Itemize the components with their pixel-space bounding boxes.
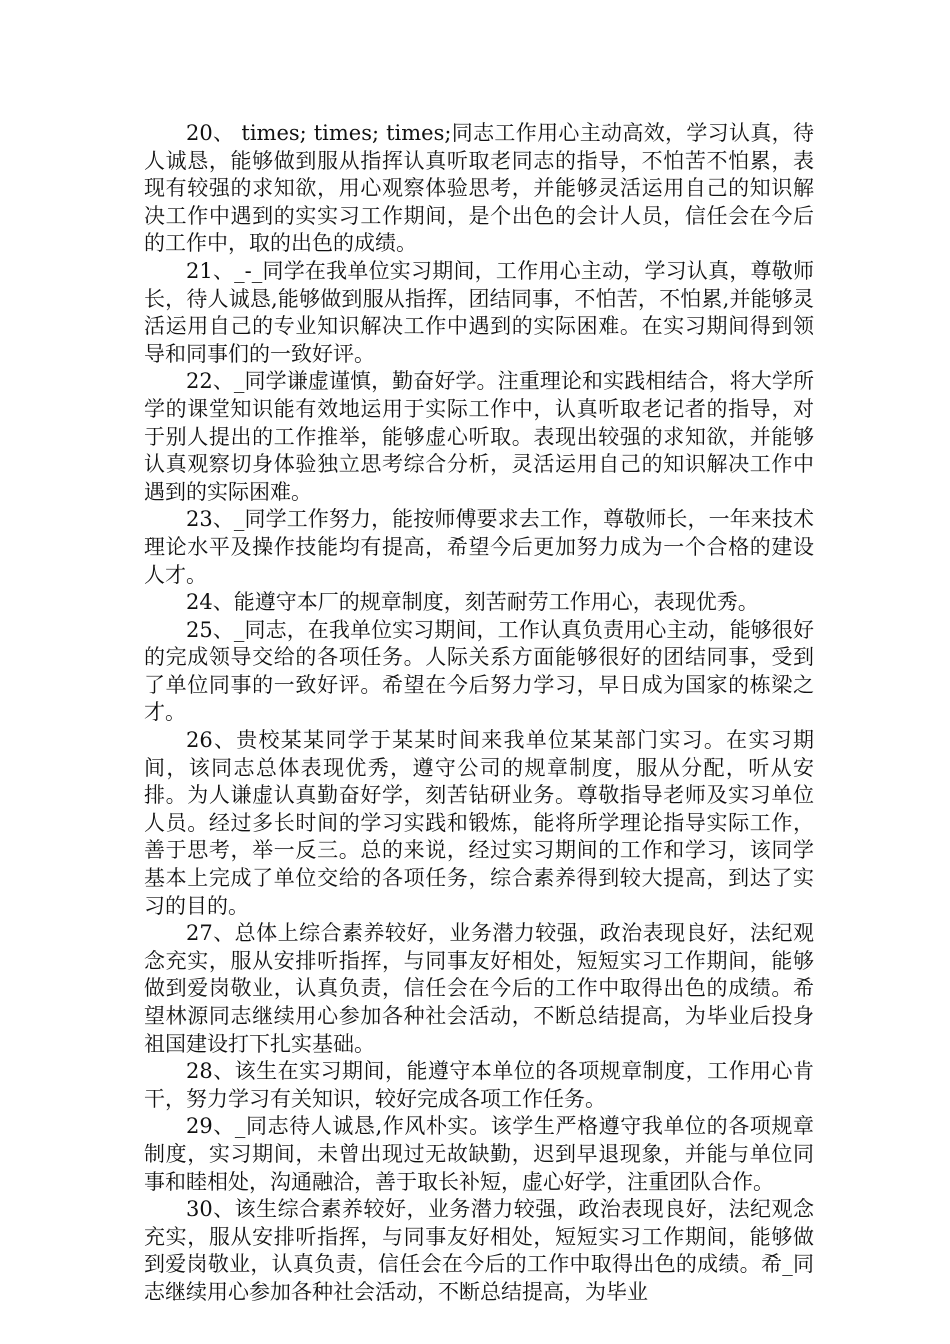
paragraph-28: 28、该生在实习期间，能遵守本单位的各项规章制度，工作用心肯干，努力学习有关知识，较好完成各项工作任务。: [144, 1059, 814, 1111]
paragraph-23: 23、_同学工作努力，能按师傅要求去工作，尊敬师长，一年来技术理论水平及操作技能均有提高，希望今后更加努力成为一个合格的建设人才。: [144, 507, 814, 587]
paragraph-20: 20、 times; times; times;同志工作用心主动高效，学习认真，待人诚恳，能够做到服从指挥认真听取老同志的指导，不怕苦不怕累，表现有较强的求知欲，用心观察体验思考，并能够灵活运用自己的知识解决工作中遇到的实实习工作期间，是个出色的会计人员，信任会在今后的工作中，取的出色的成绩。: [144, 121, 814, 256]
paragraph-22: 22、_同学谦虚谨慎，勤奋好学。注重理论和实践相结合，将大学所学的课堂知识能有效地运用于实际工作中，认真听取老记者的指导，对于别人提出的工作推举，能够虚心听取。表现出较强的求知欲，并能够认真观察切身体验独立思考综合分析，灵活运用自己的知识解决工作中遇到的实际困难。: [144, 369, 814, 504]
paragraph-21: 21、_-_同学在我单位实习期间，工作用心主动，学习认真，尊敬师长，待人诚恳,能够做到服从指挥，团结同事，不怕苦，不怕累,并能够灵活运用自己的专业知识解决工作中遇到的实际困难。在实习期间得到领导和同事们的一致好评。: [144, 258, 814, 366]
paragraph-27: 27、总体上综合素养较好，业务潜力较强，政治表现良好，法纪观念充实，服从安排听指挥，与同事友好相处，短短实习工作期间，能够做到爱岗敬业，认真负责，信任会在今后的工作中取得出色的成绩。希望林源同志继续用心参加各种社会活动，不断总结提高，为毕业后投身祖国建设打下扎实基础。: [144, 921, 814, 1056]
paragraph-30: 30、该生综合素养较好，业务潜力较强，政治表现良好，法纪观念充实，服从安排听指挥，与同事友好相处，短短实习工作期间，能够做到爱岗敬业，认真负责，信任会在今后的工作中取得出色的成绩。希_同志继续用心参加各种社会活动，不断总结提高，为毕业: [144, 1197, 814, 1304]
document-body: [144, 120, 814, 1307]
paragraph-25: 25、_同志，在我单位实习期间，工作认真负责用心主动，能够很好的完成领导交给的各项任务。人际关系方面能够很好的团结同事，受到了单位同事的一致好评。希望在今后努力学习，早日成为国家的栋梁之才。: [144, 617, 814, 725]
paragraph-26: 26、贵校某某同学于某某时间来我单位某某部门实习。在实习期间，该同志总体表现优秀，遵守公司的规章制度，服从分配，听从安排。为人谦虚认真勤奋好学，刻苦钻研业务。尊敬指导老师及实习单位人员。经过多长时间的学习实践和锻炼，能将所学理论指导实际工作，善于思考，举一反三。总的来说，经过实习期间的工作和学习，该同学基本上完成了单位交给的各项任务，综合素养得到较大提高，到达了实习的目的。: [144, 728, 814, 918]
paragraph-24: 24、能遵守本厂的规章制度，刻苦耐劳工作用心，表现优秀。: [186, 590, 759, 615]
paragraph-29: 29、_同志待人诚恳,作风朴实。该学生严格遵守我单位的各项规章制度，实习期间，未曾出现过无故缺勤，迟到早退现象，并能与单位同事和睦相处，沟通融洽，善于取长补短，虚心好学，注重团队合作。: [144, 1114, 814, 1194]
